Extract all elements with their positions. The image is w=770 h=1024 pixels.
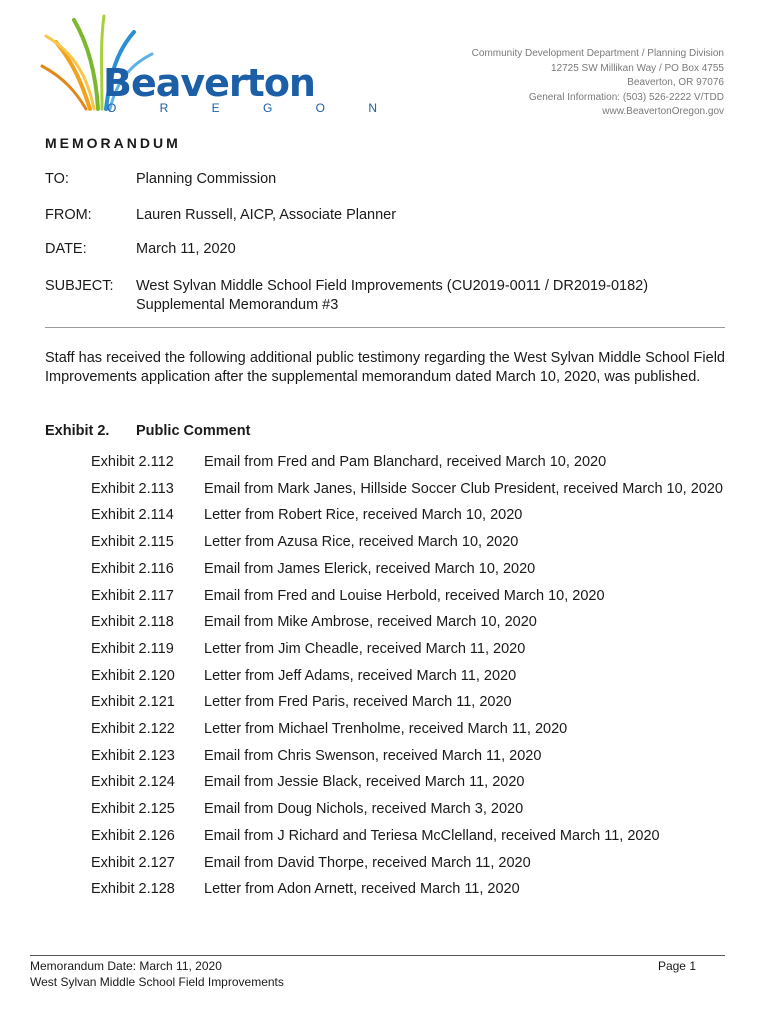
exhibit-description: Letter from Michael Trenholme, received March 11, 2020 xyxy=(204,721,568,738)
exhibit-number: Exhibit 2.127 xyxy=(91,854,175,871)
exhibit-description: Letter from Adon Arnett, received March 11, 2020 xyxy=(204,881,520,898)
footer-memo-date: Memorandum Date: March 11, 2020 xyxy=(30,959,222,973)
list-item xyxy=(91,769,725,796)
exhibit-description: Email from Mark Janes, Hillside Soccer Club President, received March 10, 2020 xyxy=(204,480,723,497)
list-item xyxy=(91,796,725,823)
list-item xyxy=(91,716,725,743)
to-label: TO: xyxy=(45,171,69,187)
list-item xyxy=(91,850,725,877)
phone-line: General Information: (503) 526-2222 V/TDD xyxy=(528,91,724,103)
exhibit-number: Exhibit 2.114 xyxy=(91,507,174,524)
list-item xyxy=(91,636,725,663)
exhibit-description: Email from J Richard and Teriesa McClelland, received March 11, 2020 xyxy=(204,827,660,844)
subject-line-1: West Sylvan Middle School Field Improvements (CU2019-0011 / DR2019-0182) xyxy=(136,278,649,294)
footer-info xyxy=(30,958,284,990)
page-number: Page 1 xyxy=(657,959,696,973)
list-item xyxy=(91,476,725,503)
list-item xyxy=(91,876,725,903)
exhibit-description: Email from Chris Swenson, received March 11, 2020 xyxy=(204,747,542,764)
exhibit-header-number: Exhibit 2. xyxy=(45,423,110,439)
exhibit-number: Exhibit 2.116 xyxy=(91,560,174,577)
from-label: FROM: xyxy=(45,207,92,223)
exhibit-number: Exhibit 2.112 xyxy=(91,454,174,470)
exhibit-description: Letter from Azusa Rice, received March 10, 2020 xyxy=(204,534,519,551)
exhibit-description: Letter from Jeff Adams, received March 11, 2020 xyxy=(204,667,517,684)
list-item xyxy=(91,663,725,690)
exhibit-description: Email from Doug Nichols, received March 3, 2020 xyxy=(204,801,524,818)
exhibit-number: Exhibit 2.119 xyxy=(91,640,174,657)
list-item xyxy=(91,743,725,770)
exhibit-number: Exhibit 2.118 xyxy=(91,614,174,631)
date-value: March 11, 2020 xyxy=(136,241,236,257)
date-label: DATE: xyxy=(45,241,87,257)
exhibit-number: Exhibit 2.113 xyxy=(91,480,174,497)
exhibit-header-label: Public Comment xyxy=(136,423,251,439)
address-line: 12725 SW Millikan Way / PO Box 4755 xyxy=(550,62,724,74)
exhibit-number: Exhibit 2.122 xyxy=(91,721,175,738)
list-item xyxy=(91,609,725,636)
exhibit-list xyxy=(91,449,725,903)
list-item xyxy=(91,529,725,556)
subject-label: SUBJECT: xyxy=(45,278,114,294)
exhibit-number: Exhibit 2.128 xyxy=(91,881,175,898)
list-item xyxy=(91,689,725,716)
exhibit-number: Exhibit 2.125 xyxy=(91,801,175,818)
list-item xyxy=(91,583,725,610)
memo-title: MEMORANDUM xyxy=(45,135,181,151)
list-item xyxy=(91,449,725,476)
logo-subtitle: O R E G O N xyxy=(107,101,398,115)
exhibit-description: Email from Fred and Pam Blanchard, received March 10, 2020 xyxy=(204,454,607,470)
exhibit-number: Exhibit 2.115 xyxy=(91,534,174,551)
exhibit-number: Exhibit 2.117 xyxy=(91,587,174,604)
header-divider xyxy=(45,327,725,328)
logo-wordmark: Beaverton xyxy=(103,61,315,105)
exhibit-description: Email from Fred and Louise Herbold, received March 10, 2020 xyxy=(204,587,605,604)
subject-line-2: Supplemental Memorandum #3 xyxy=(136,297,339,313)
footer-project-name: West Sylvan Middle School Field Improvements xyxy=(30,975,284,989)
exhibit-description: Email from David Thorpe, received March 11, 2020 xyxy=(204,854,531,871)
exhibit-description: Email from Jessie Black, received March 11, 2020 xyxy=(204,774,525,791)
from-value: Lauren Russell, AICP, Associate Planner xyxy=(136,207,397,223)
exhibit-number: Exhibit 2.126 xyxy=(91,827,175,844)
intro-paragraph: Staff has received the following additional public testimony regarding the West Sylvan Middle School Field Improvements application after the supplemental memorandum dated March 10, 2020, was published. xyxy=(45,350,725,385)
department-contact-block xyxy=(472,47,724,120)
footer-divider xyxy=(30,955,725,956)
list-item xyxy=(91,556,725,583)
city-line: Beaverton, OR 97076 xyxy=(627,77,724,88)
exhibit-number: Exhibit 2.124 xyxy=(91,774,175,791)
to-value: Planning Commission xyxy=(136,171,277,187)
department-line: Community Development Department / Planning Division xyxy=(471,48,724,59)
exhibit-description: Letter from Robert Rice, received March 10, 2020 xyxy=(204,507,523,524)
exhibit-description: Letter from Fred Paris, received March 11, 2020 xyxy=(204,694,512,711)
list-item xyxy=(91,823,725,850)
list-item xyxy=(91,502,725,529)
exhibit-number: Exhibit 2.123 xyxy=(91,747,175,764)
exhibit-description: Email from James Elerick, received March 10, 2020 xyxy=(204,560,536,577)
exhibit-number: Exhibit 2.121 xyxy=(91,694,175,711)
website-link[interactable]: www.BeavertonOregon.gov xyxy=(602,106,724,117)
exhibit-description: Letter from Jim Cheadle, received March 11, 2020 xyxy=(204,640,526,657)
exhibit-number: Exhibit 2.120 xyxy=(91,667,175,684)
exhibit-description: Email from Mike Ambrose, received March 10, 2020 xyxy=(204,614,537,631)
